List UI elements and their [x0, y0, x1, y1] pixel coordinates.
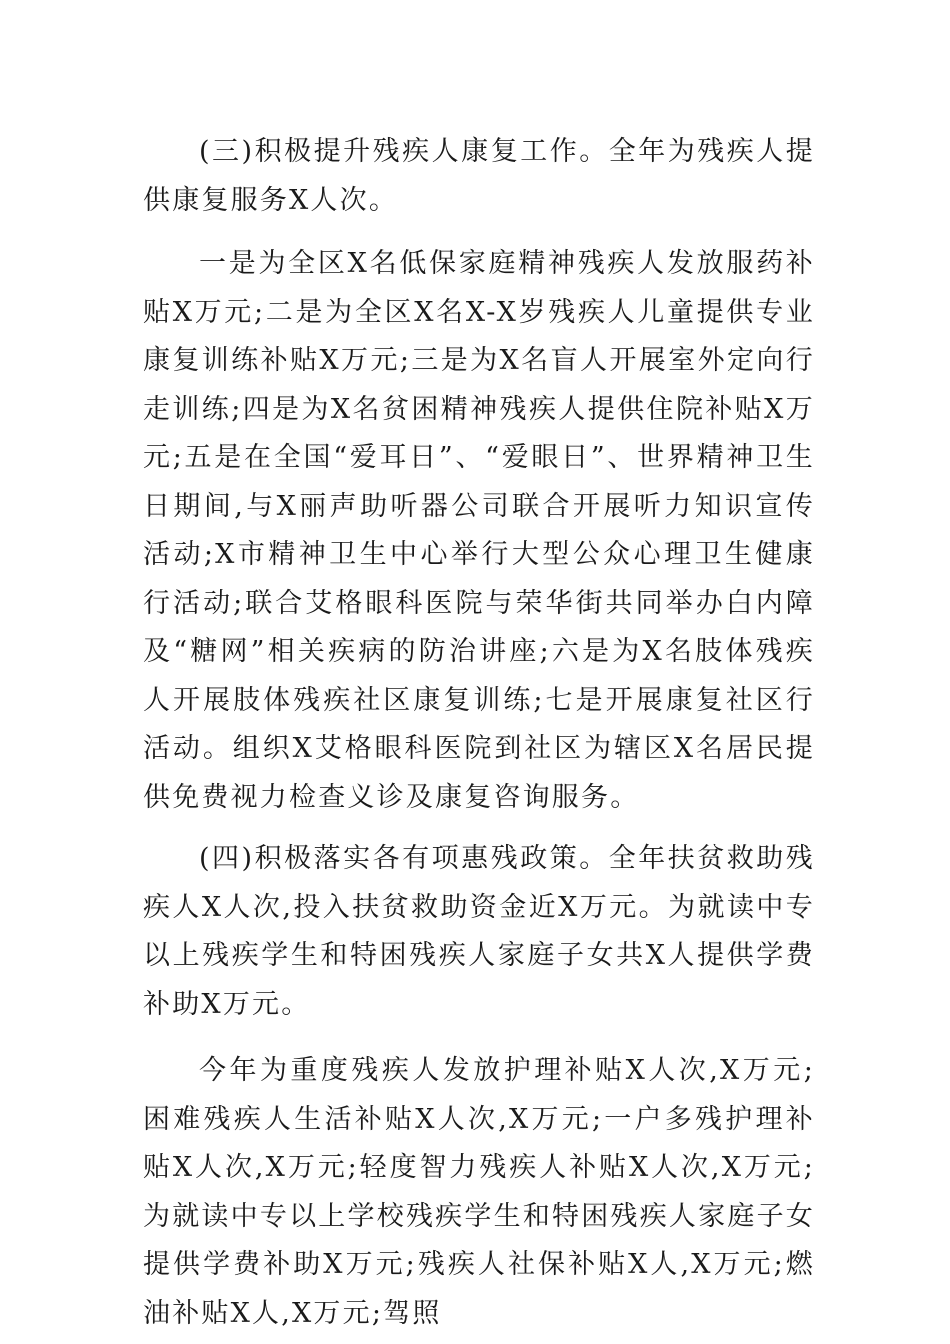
document-body: [143, 128, 815, 1338]
paragraph-subsidy-details: 今年为重度残疾人发放护理补贴X人次,X万元;困难残疾人生活补贴X人次,X万元;一户多残护理补贴X人次,X万元;轻度智力残疾人补贴X人次,X万元;为就读中专以上学校残疾学生和特困残疾人家庭子女提供学费补助X万元;残疾人社保补贴X人,X万元;燃油补贴X人,X万元;驾照: [143, 1055, 815, 1329]
paragraph-policy-heading: (四)积极落实各有项惠残政策。全年扶贫救助残疾人X人次,投入扶贫救助资金近X万元。为就读中专以上残疾学生和特困残疾人家庭子女共X人提供学费补助X万元。: [143, 843, 815, 1020]
paragraph-rehabilitation-heading: (三)积极提升残疾人康复工作。全年为残疾人提供康复服务X人次。: [143, 136, 815, 216]
paragraph-rehabilitation-details: 一是为全区X名低保家庭精神残疾人发放服药补贴X万元;二是为全区X名X-X岁残疾人儿童提供专业康复训练补贴X万元;三是为X名盲人开展室外定向行走训练;四是为X名贫困精神残疾人提供住院补贴X万元;五是在全国“爱耳日”、“爱眼日”、世界精神卫生日期间,与X丽声助听器公司联合开展听力知识宣传活动;X市精神卫生中心举行大型公众心理卫生健康行活动;联合艾格眼科医院与荣华街共同举办白内障及“糖网”相关疾病的防治讲座;六是为X名肢体残疾人开展肢体残疾社区康复训练;七是开展康复社区行活动。组织X艾格眼科医院到社区为辖区X名居民提供免费视力检查义诊及康复咨询服务。: [143, 248, 815, 813]
